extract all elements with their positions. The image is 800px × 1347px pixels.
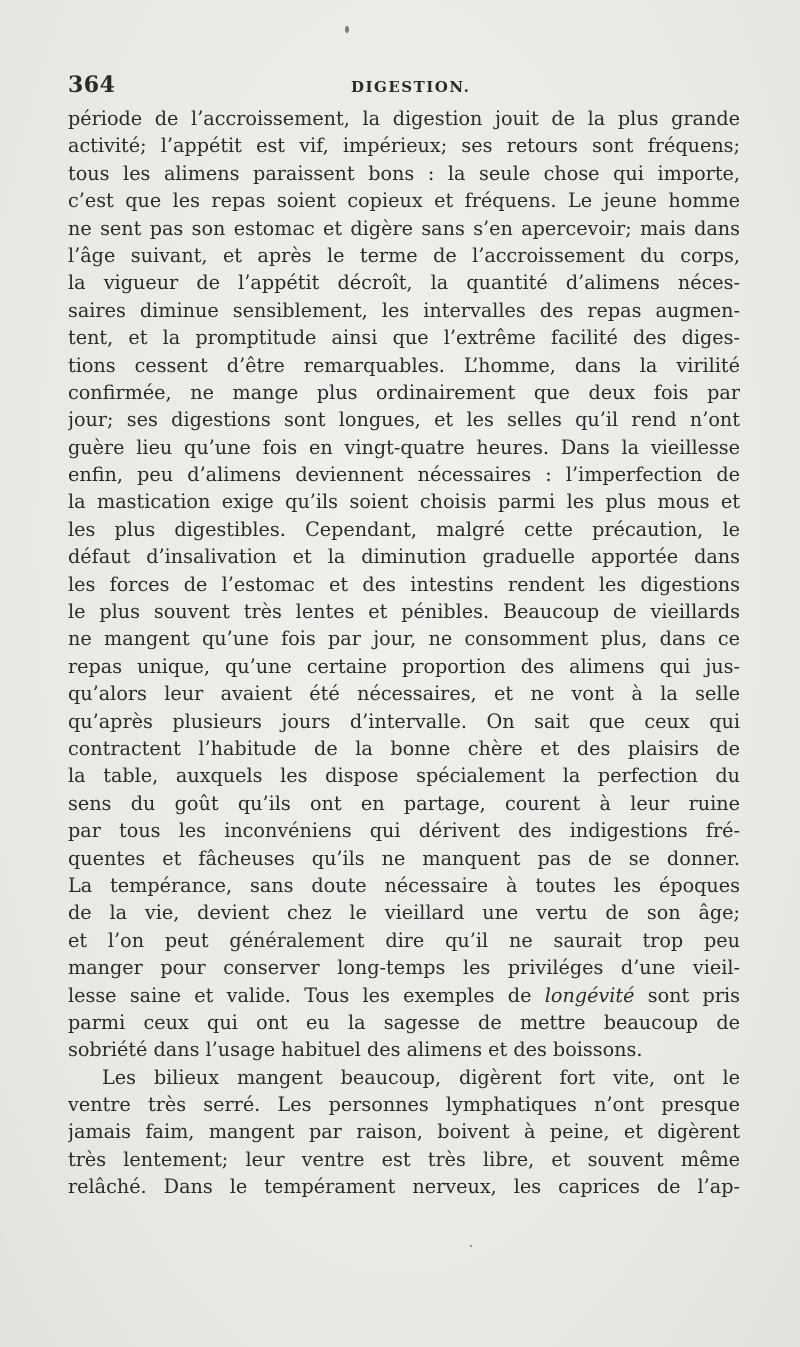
text-line: ventre très serré. Les personnes lymphatiques n’ont presque bbox=[68, 1093, 740, 1117]
text-segment: sont pris bbox=[647, 983, 740, 1007]
text-line: enfin, peu d’alimens deviennent nécessaires : l’imperfection de bbox=[68, 463, 740, 487]
page-header bbox=[68, 72, 740, 104]
text-line-with-italic bbox=[68, 982, 740, 1009]
text-line: de la vie, devient chez le vieillard une vertu de son âge; bbox=[68, 901, 740, 925]
text-line: sobriété dans l’usage habituel des alimens et des boissons. bbox=[68, 1038, 643, 1062]
text-line: guère lieu qu’une fois en vingt-quatre heures. Dans la vieillesse bbox=[68, 435, 740, 459]
text-line: sens du goût qu’ils ont en partage, courent à leur ruine bbox=[68, 791, 740, 815]
text-line: parmi ceux qui ont eu la sagesse de mettre beaucoup de bbox=[68, 1010, 740, 1034]
text-line: activité; l’appétit est vif, impérieux; ses retours sont fréquens; bbox=[68, 134, 740, 158]
paper-speck bbox=[470, 1245, 472, 1247]
text-line: la table, auxquels les dispose spécialement la perfection du bbox=[68, 764, 740, 788]
text-line: quentes et fâcheuses qu’ils ne manquent pas de se donner. bbox=[68, 846, 740, 870]
running-head: DIGESTION. bbox=[351, 78, 471, 96]
text-line: la mastication exige qu’ils soient choisis parmi les plus mous et bbox=[68, 490, 740, 514]
text-line: saires diminue sensiblement, les intervalles des repas augmen- bbox=[68, 298, 740, 322]
text-line: et l’on peut généralement dire qu’il ne saurait trop peu bbox=[68, 928, 740, 952]
text-line: période de l’accroissement, la digestion jouit de la plus grande bbox=[68, 107, 740, 130]
text-line: ne mangent qu’une fois par jour, ne consomment plus, dans ce bbox=[68, 627, 740, 651]
text-line: Les bilieux mangent beaucoup, digèrent fort vite, ont le bbox=[102, 1065, 740, 1089]
text-line: jamais faim, mangent par raison, boivent à peine, et digèrent bbox=[68, 1120, 740, 1144]
text-line: c’est que les repas soient copieux et fréquens. Le jeune homme bbox=[68, 189, 740, 213]
text-segment: lesse saine et valide. Tous les exemples de bbox=[68, 983, 532, 1007]
text-line: qu’après plusieurs jours d’intervalle. On sait que ceux qui bbox=[68, 709, 740, 733]
text-line: tent, et la promptitude ainsi que l’extrême facilité des diges- bbox=[68, 326, 740, 350]
text-line: très lentement; leur ventre est très libre, et souvent même bbox=[68, 1147, 740, 1171]
text-line: qu’alors leur avaient été nécessaires, et ne vont à la selle bbox=[68, 682, 740, 706]
text-line: contractent l’habitude de la bonne chère et des plaisirs de bbox=[68, 736, 740, 760]
text-line: défaut d’insalivation et la diminution graduelle apportée dans bbox=[68, 545, 740, 569]
text-line: la vigueur de l’appétit décroît, la quantité d’alimens néces- bbox=[68, 271, 740, 295]
text-line: tions cessent d’être remarquables. L’homme, dans la virilité bbox=[68, 353, 740, 377]
text-line: tous les alimens paraissent bons : la seule chose qui importe, bbox=[68, 161, 740, 185]
text-line: les forces de l’estomac et des intestins rendent les digestions bbox=[68, 572, 740, 596]
page-number: 364 bbox=[68, 72, 116, 98]
text-line: repas unique, qu’une certaine proportion des alimens qui jus- bbox=[68, 654, 740, 678]
text-line: relâché. Dans le tempérament nerveux, les caprices de l’ap- bbox=[68, 1175, 740, 1199]
paper-speck bbox=[345, 26, 349, 33]
body-text bbox=[68, 105, 740, 1201]
text-line: jour; ses digestions sont longues, et les selles qu’il rend n’ont bbox=[68, 408, 740, 432]
text-line: La tempérance, sans doute nécessaire à toutes les époques bbox=[68, 873, 740, 897]
text-line: le plus souvent très lentes et pénibles. Beaucoup de vieillards bbox=[68, 600, 740, 624]
text-line: manger pour conserver long-temps les priviléges d’une vieil- bbox=[68, 956, 740, 980]
text-line: confirmée, ne mange plus ordinairement que deux fois par bbox=[68, 380, 740, 404]
text-line: l’âge suivant, et après le terme de l’accroissement du corps, bbox=[68, 243, 740, 267]
text-line: les plus digestibles. Cependant, malgré cette précaution, le bbox=[68, 517, 740, 541]
italic-term: longévité bbox=[544, 983, 635, 1007]
text-line: ne sent pas son estomac et digère sans s’en apercevoir; mais dans bbox=[68, 216, 740, 240]
text-line: par tous les inconvéniens qui dérivent des indigestions fré- bbox=[68, 819, 740, 843]
